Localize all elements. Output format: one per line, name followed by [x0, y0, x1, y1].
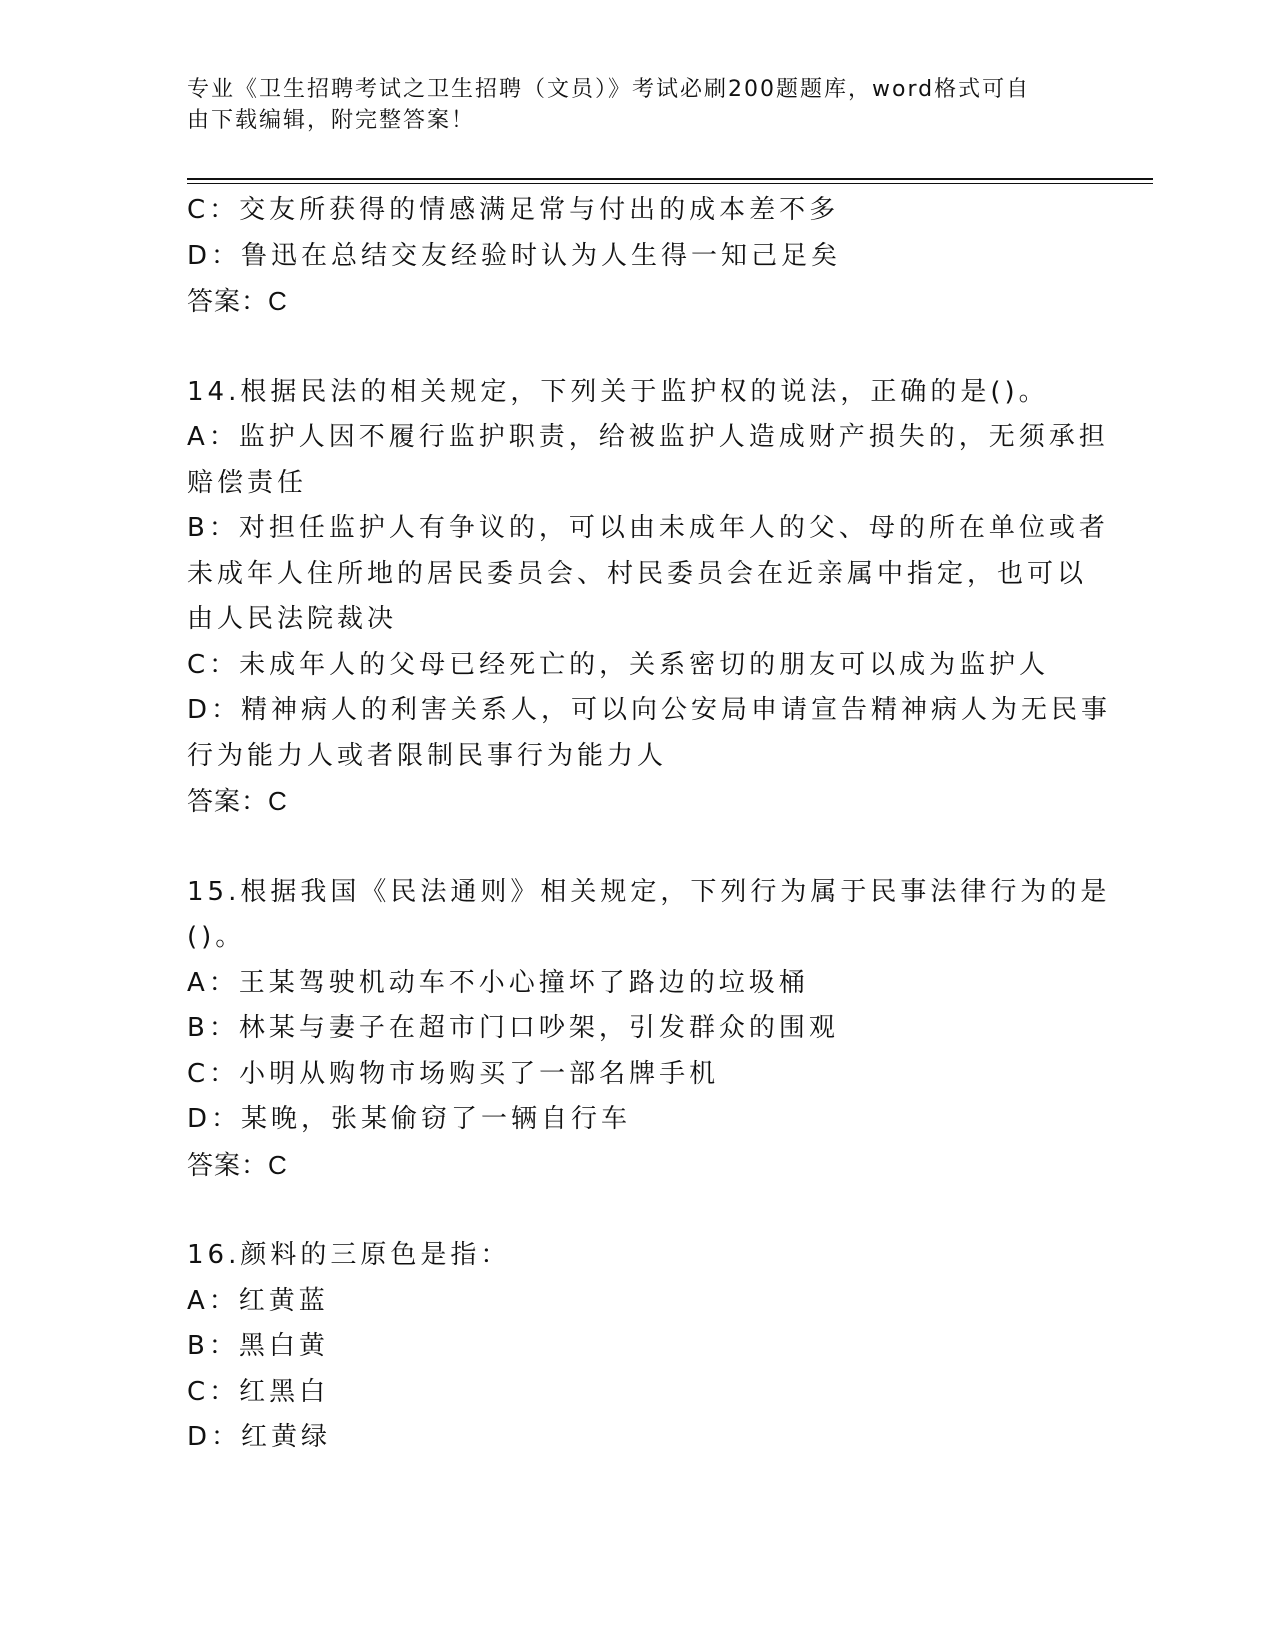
option-b: B：林某与妻子在超市门口吵架，引发群众的围观 [187, 1013, 839, 1043]
question-16 [187, 1233, 1087, 1461]
option-d: D：鲁迅在总结交友经验时认为人生得一知己足矣 [187, 240, 842, 271]
answer-line: 答案：C [187, 286, 288, 316]
question-content [187, 188, 1112, 1461]
continued-question [187, 188, 1087, 325]
option-a: A：红黄蓝 [187, 1285, 329, 1316]
question-stem: 15.根据我国《民法通则》相关规定，下列行为属于民事法律行为的是 [187, 876, 1111, 907]
option-b: B：对担任监护人有争议的，可以由未成年人的父、母的所在单位或者 [187, 513, 1109, 543]
option-d: D：精神病人的利害关系人，可以向公安局申请宣告精神病人为无民事 [187, 695, 1112, 725]
option-c: C：交友所获得的情感满足常与付出的成本差不多 [187, 195, 840, 225]
option-b-cont: 由人民法院裁决 [187, 604, 398, 634]
header-divider-thick [187, 178, 1153, 180]
header-divider-thin [187, 183, 1153, 184]
question-stem-cont: ()。 [187, 922, 246, 952]
option-b: B：黑白黄 [187, 1331, 329, 1361]
answer-line: 答案：C [187, 786, 288, 816]
option-a: A：监护人因不履行监护职责，给被监护人造成财产损失的，无须承担 [187, 422, 1109, 452]
question-14 [187, 370, 1112, 825]
option-d: D：某晚，张某偷窃了一辆自行车 [187, 1104, 632, 1134]
option-d-cont: 行为能力人或者限制民事行为能力人 [187, 740, 668, 771]
header-line-1: 专业《卫生招聘考试之卫生招聘（文员）》考试必刷200题题库，word格式可自 [187, 77, 1031, 102]
document-header [187, 74, 1067, 136]
spacer [187, 1188, 1087, 1233]
option-c: C：红黑白 [187, 1376, 330, 1407]
option-a: A：王某驾驶机动车不小心撞坏了路边的垃圾桶 [187, 967, 809, 998]
answer-line: 答案：C [187, 1149, 288, 1180]
spacer [187, 325, 1087, 370]
option-c: C：小明从购物市场购买了一部名牌手机 [187, 1058, 720, 1089]
option-b-cont: 未成年人住所地的居民委员会、村民委员会在近亲属中指定，也可以 [187, 558, 1088, 589]
spacer [187, 825, 1087, 870]
question-15 [187, 870, 1111, 1189]
option-d: D：红黄绿 [187, 1422, 332, 1452]
option-c: C：未成年人的父母已经死亡的，关系密切的朋友可以成为监护人 [187, 649, 1050, 680]
question-stem: 14.根据民法的相关规定，下列关于监护权的说法，正确的是()。 [187, 376, 1049, 407]
option-a-cont: 赔偿责任 [187, 467, 308, 498]
question-stem: 16.颜料的三原色是指： [187, 1240, 511, 1270]
header-line-2: 由下载编辑，附完整答案！ [187, 108, 476, 133]
